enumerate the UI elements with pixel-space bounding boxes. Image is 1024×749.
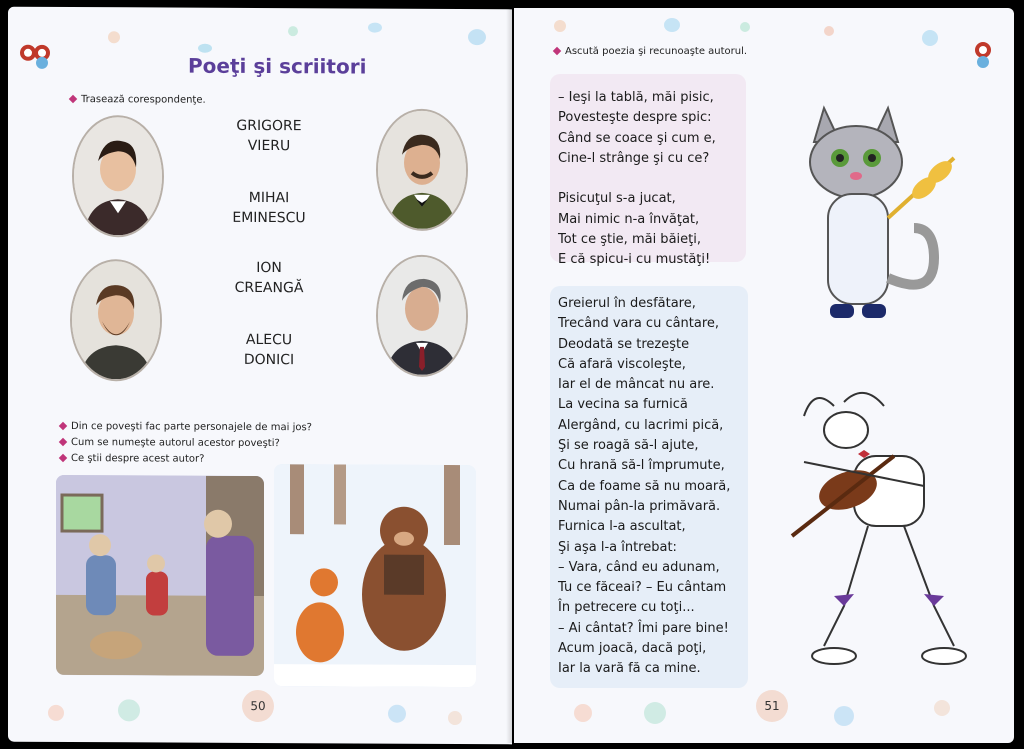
diamond-bullet-icon — [69, 95, 77, 103]
author-name-2: MIHAI EMINESCU — [232, 189, 306, 227]
illustration-goat-and-kids — [56, 475, 264, 676]
portrait-eminescu — [72, 115, 164, 237]
portrait-vieru — [376, 255, 468, 377]
portrait-creanga — [376, 109, 468, 231]
penguin-icon — [18, 41, 52, 71]
poem-cricket: Greierul în desfătare, Trecând vara cu cântare, Deodată se trezeşte Că afară viscoleşte, Iar el de mâncat nu are. La vecina sa furnică Alergând, cu lacrimi pică, Şi se roagă să-l ajute, Cu hrană să-l împrumute, Ca de foame să nu moară, Numai pân-la primăvară. Furnica l-a ascultat, Şi aşa l-a întrebat: – Vara, când eu adunam, Tu ce făceai? – Eu cântam În petrecere cu toţi... – Ai cântat? Îmi pare bine! Acum joacă, dacă poţi, Iar la vară fă ca mine. — [558, 296, 731, 677]
illustration-cricket-with-violin — [784, 386, 974, 686]
question-3: Ce ştii despre acest autor? — [60, 453, 204, 465]
diamond-bullet-icon — [553, 47, 561, 55]
penguin-icon-right — [968, 40, 998, 70]
instruction-listen: Ascută poezia şi recunoaşte autorul. — [554, 46, 747, 57]
poem-cat: – Ieşi la tablă, măi pisic, Povesteşte despre spic: Când se coace şi cum e, Cine-l strânge şi cu ce? Pisicuţul s-a jucat, Mai nimic n-a învăţat, Tot ce ştie, măi băieţi, E că spicu-i cu mustăţi! — [558, 90, 716, 268]
author-name-4: ALECU DONICI — [243, 331, 295, 369]
left-page — [8, 7, 512, 745]
page-title: Poeţi şi scriitori — [188, 53, 367, 79]
instruction-match: Trasează corespondenţe. — [70, 94, 206, 106]
portrait-donici — [70, 259, 162, 381]
question-1: Din ce poveşti fac parte personajele de mai jos? — [60, 421, 312, 433]
decor-dots-top — [8, 13, 512, 46]
author-name-1: GRIGORE VIERU — [236, 117, 302, 155]
open-book — [8, 8, 1016, 743]
right-page — [514, 8, 1014, 743]
author-name-3: ION CREANGĂ — [234, 259, 304, 297]
diamond-bullet-icon — [59, 422, 67, 430]
illustration-bear-and-fox — [274, 464, 476, 687]
page-number-left: 50 — [242, 690, 274, 722]
decor-dots-top-right — [514, 12, 1014, 42]
diamond-bullet-icon — [59, 438, 67, 446]
decor-dots-bottom-left — [8, 697, 512, 730]
page-number-right: 51 — [756, 690, 788, 722]
question-2: Cum se numeşte autorul acestor poveşti? — [60, 437, 280, 449]
illustration-cat-with-wheat — [784, 98, 964, 338]
decor-dots-bottom-right — [514, 696, 1014, 726]
diamond-bullet-icon — [59, 454, 67, 462]
